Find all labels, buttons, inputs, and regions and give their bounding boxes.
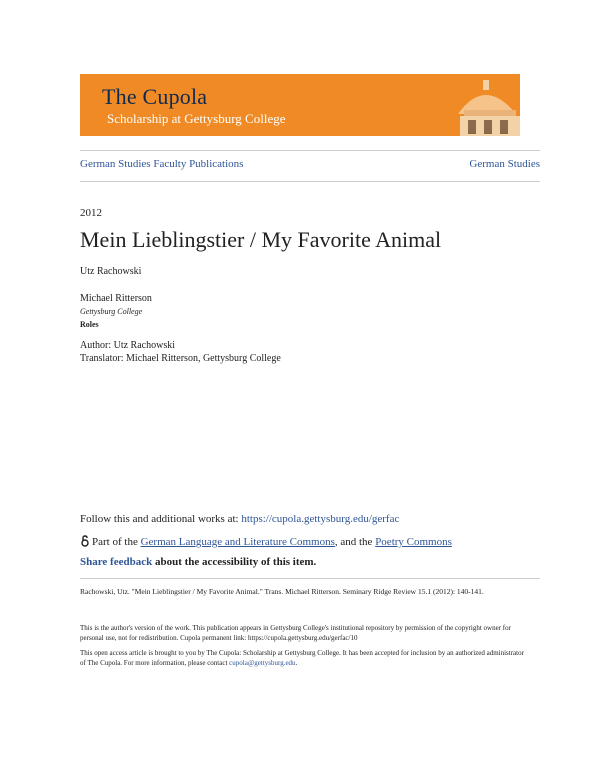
follow-text: Follow this and additional works at: bbox=[80, 513, 242, 525]
commons-link-poetry[interactable]: Poetry Commons bbox=[375, 536, 452, 548]
share-rest: about the accessibility of this item. bbox=[152, 556, 317, 568]
banner-title: The Cupola bbox=[102, 84, 208, 109]
version-note: This is the author's version of the work. This publication appears in Gettysburg College's institutional repository by permission of the copyright owner for personal use, not for redistribution. Cupola permanent link: https://cupola.gettysburg.edu/gerfac/10 bbox=[80, 624, 511, 642]
author-affiliation: Gettysburg College bbox=[80, 307, 143, 316]
collection-link[interactable]: German Studies Faculty Publications bbox=[80, 158, 244, 170]
note-text: This open access article is brought to you by The Cupola: Scholarship at Gettysburg College. It has been accepted for inclusion by an authorized administrator of The Cupola. For more information, please contact bbox=[80, 649, 524, 667]
breadcrumb-bar bbox=[80, 150, 540, 182]
role-entry: Author: Utz Rachowski bbox=[80, 340, 175, 351]
note-end: . bbox=[295, 659, 298, 667]
repository-link[interactable]: https://cupola.gettysburg.edu/gerfac bbox=[241, 513, 400, 525]
divider bbox=[80, 578, 540, 579]
commons-link-german[interactable]: German Language and Literature Commons bbox=[140, 536, 335, 548]
citation: Rachowski, Utz. "Mein Lieblingstier / My Favorite Animal." Trans. Michael Ritterson. Seminary Ridge Review 15.1 (2012): 140-141. bbox=[80, 587, 484, 596]
banner-subtitle: Scholarship at Gettysburg College bbox=[107, 111, 286, 126]
follow-line bbox=[80, 513, 399, 525]
open-access-note bbox=[80, 648, 530, 668]
department-link[interactable]: German Studies bbox=[469, 158, 540, 170]
part-prefix: Part of the bbox=[92, 536, 141, 548]
role-entry: Translator: Michael Ritterson, Gettysburg College bbox=[80, 353, 281, 364]
share-feedback-link[interactable]: Share feedback bbox=[80, 556, 153, 568]
share-feedback-line bbox=[80, 556, 316, 568]
author-name: Utz Rachowski bbox=[80, 266, 142, 277]
contact-email-link[interactable]: cupola@gettysburg.edu bbox=[229, 659, 296, 667]
roles-label: Roles bbox=[80, 320, 99, 329]
part-mid: , and the bbox=[334, 536, 376, 548]
publication-year: 2012 bbox=[80, 207, 102, 219]
cupola-dome-image bbox=[450, 74, 520, 136]
document-title: Mein Lieblingstier / My Favorite Animal bbox=[80, 227, 442, 252]
open-access-icon bbox=[80, 535, 90, 547]
author-name: Michael Ritterson bbox=[80, 293, 152, 304]
part-of-line bbox=[80, 535, 452, 548]
header-banner bbox=[80, 74, 520, 136]
